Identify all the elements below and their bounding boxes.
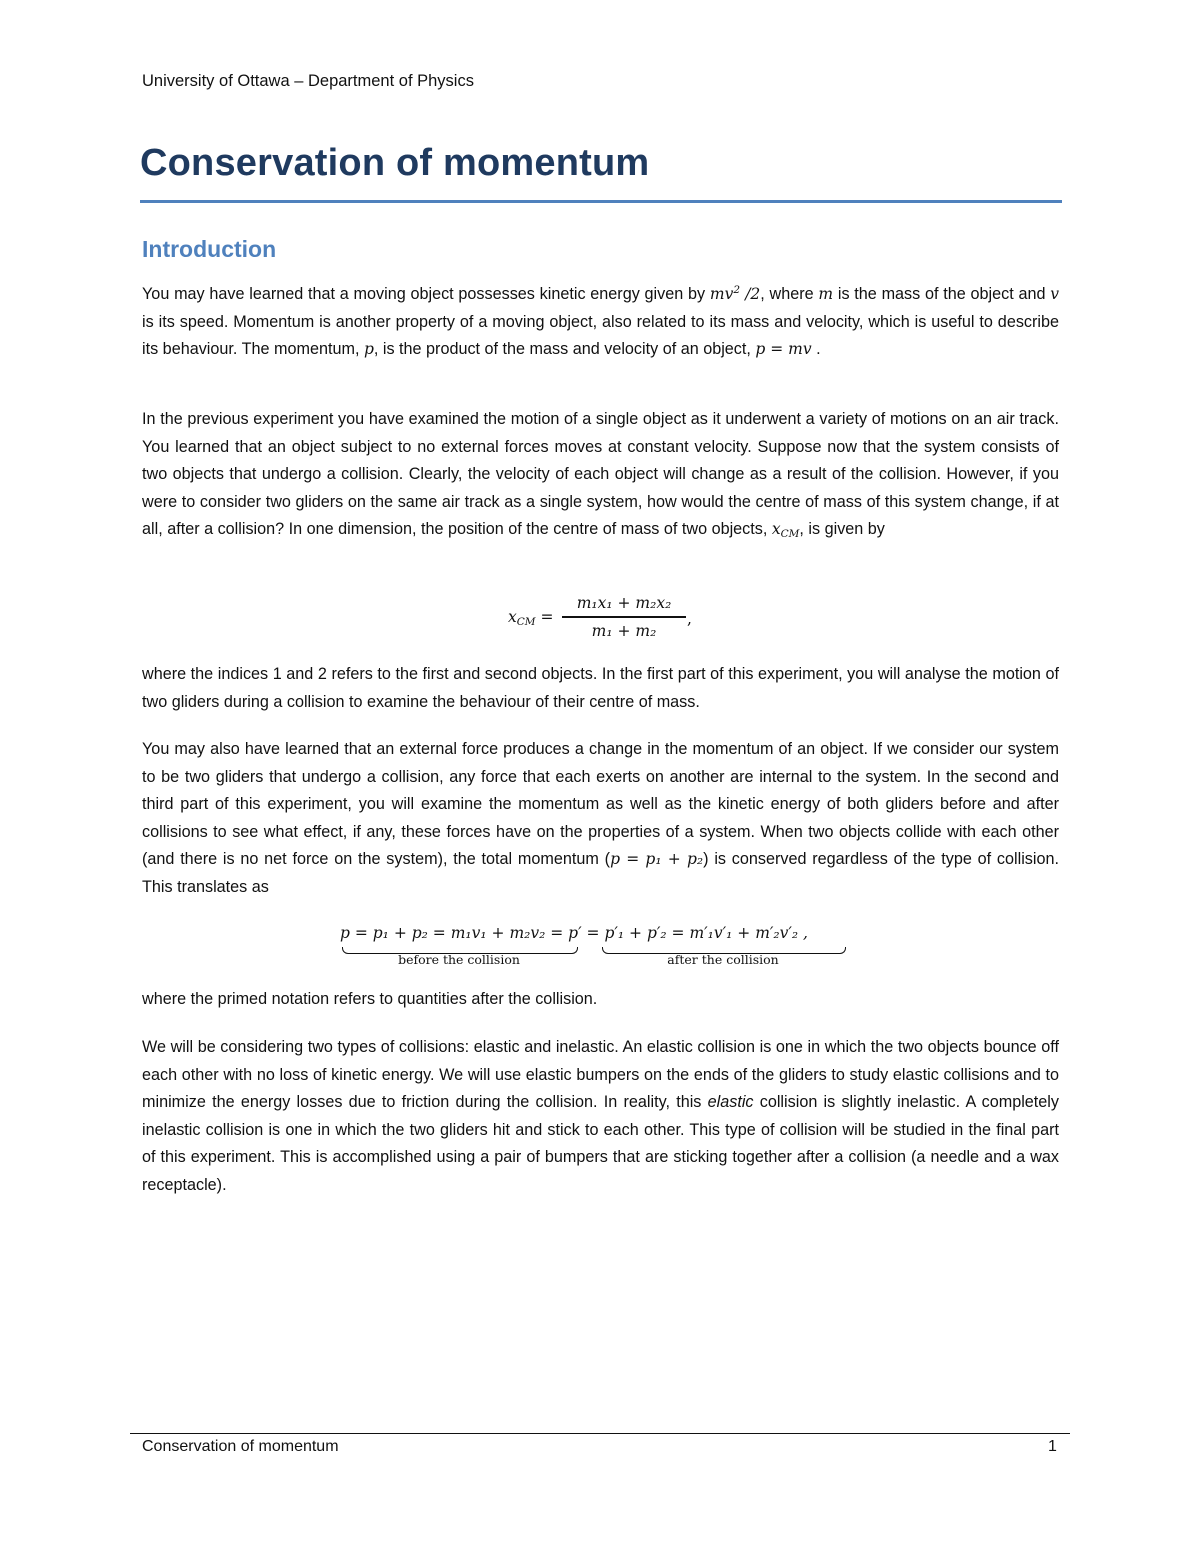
paragraph-momentum: You may also have learned that an external force produces a change in the momentum of an object. If we consider our system to be two gliders that undergo a collision, any force that each exerts on another are internal to the system. In the second and third part of this experiment, you will examine the momentum as well as the kinetic energy of both gliders before and after collisions to see what effect, if any, these forces have on the properties of a system. When two objects collide with each other (and there is no net force on the system), the total momentum (p = p₁ + p₂) is conserved regardless of the type of collision. This translates as — [142, 740, 1059, 896]
equation-line: p = p₁ + p₂ = m₁v₁ + m₂v₂ = p′ = p′₁ + p′₂ = m′₁v′₁ + m′₂v′₂ , — [340, 924, 808, 942]
math-xcm: $x_{CM}$ — [771, 520, 800, 541]
equation-momentum-conservation — [340, 924, 880, 972]
paragraph-intro: You may have learned that a moving object possesses kinetic energy given by $mv^2$ /2, where m is the mass of the object and v is its speed. Momentum is another property of a moving object, also related to its mass and velocity, which is useful to describe its behaviour. The momentum, p, is the product of the mass and velocity of an object, p = mv . — [142, 284, 1059, 359]
equation-centre-of-mass: $x_{CM}$ = m₁x₁ + m₂x₂ m₁ + m₂ , — [508, 594, 692, 640]
footer-title: Conservation of momentum — [142, 1438, 339, 1455]
page-header: University of Ottawa – Department of Physics — [142, 72, 474, 90]
label-after-collision: after the collision — [667, 952, 779, 967]
title-underline — [140, 200, 1062, 203]
math-momentum-definition: p = mv — [755, 340, 812, 359]
page-number: 1 — [1048, 1438, 1057, 1455]
math-total-momentum: p = p₁ + p₂ — [610, 850, 704, 869]
paragraph-collision-types: We will be considering two types of collisions: elastic and inelastic. An elastic collision is one in which the two objects bounce off each other with no loss of kinetic energy. We will use elastic bumpers on the ends of the gliders to study elastic collisions and to minimize the energy losses due to friction during the collision. In reality, this elastic collision is slightly inelastic. A completely inelastic collision is one in which the two gliders hit and stick to each other. This type of collision will be studied in the final part of this experiment. This is accomplished using a pair of bumpers that are sticking together after a collision (a needle and a wax receptacle). — [142, 1038, 1059, 1194]
math-kinetic-energy: $mv^2$ /2 — [709, 284, 761, 303]
section-heading: Introduction — [142, 236, 277, 262]
fraction-denominator: m₁ + m₂ — [591, 621, 657, 640]
fraction-numerator: m₁x₁ + m₂x₂ — [576, 594, 672, 612]
paragraph-centre-of-mass: In the previous experiment you have examined the motion of a single object as it underwent a variety of motions on an air track. You learned that an object subject to no external forces moves at constant velocity. Suppose now that the system consists of two objects that undergo a collision. Clearly, the velocity of each object will change as a result of the collision. However, if you were to consider two gliders on the same air track as a single system, how would the centre of mass of this system change, if at all, after a collision? In one dimension, the position of the centre of mass of two objects, $x_{CM}$, is given by — [142, 410, 1059, 541]
fraction-bar — [562, 616, 686, 618]
paragraph-primed-notation: where the primed notation refers to quantities after the collision. — [142, 990, 598, 1008]
document-title: Conservation of momentum — [140, 142, 650, 184]
fraction — [562, 592, 686, 642]
paragraph-indices: where the indices 1 and 2 refers to the first and second objects. In the first part of this experiment, you will analyse the motion of two gliders during a collision to examine the behaviour of their centre of mass. — [142, 665, 1059, 711]
label-before-collision: before the collision — [398, 952, 520, 967]
footer-divider — [130, 1433, 1070, 1434]
